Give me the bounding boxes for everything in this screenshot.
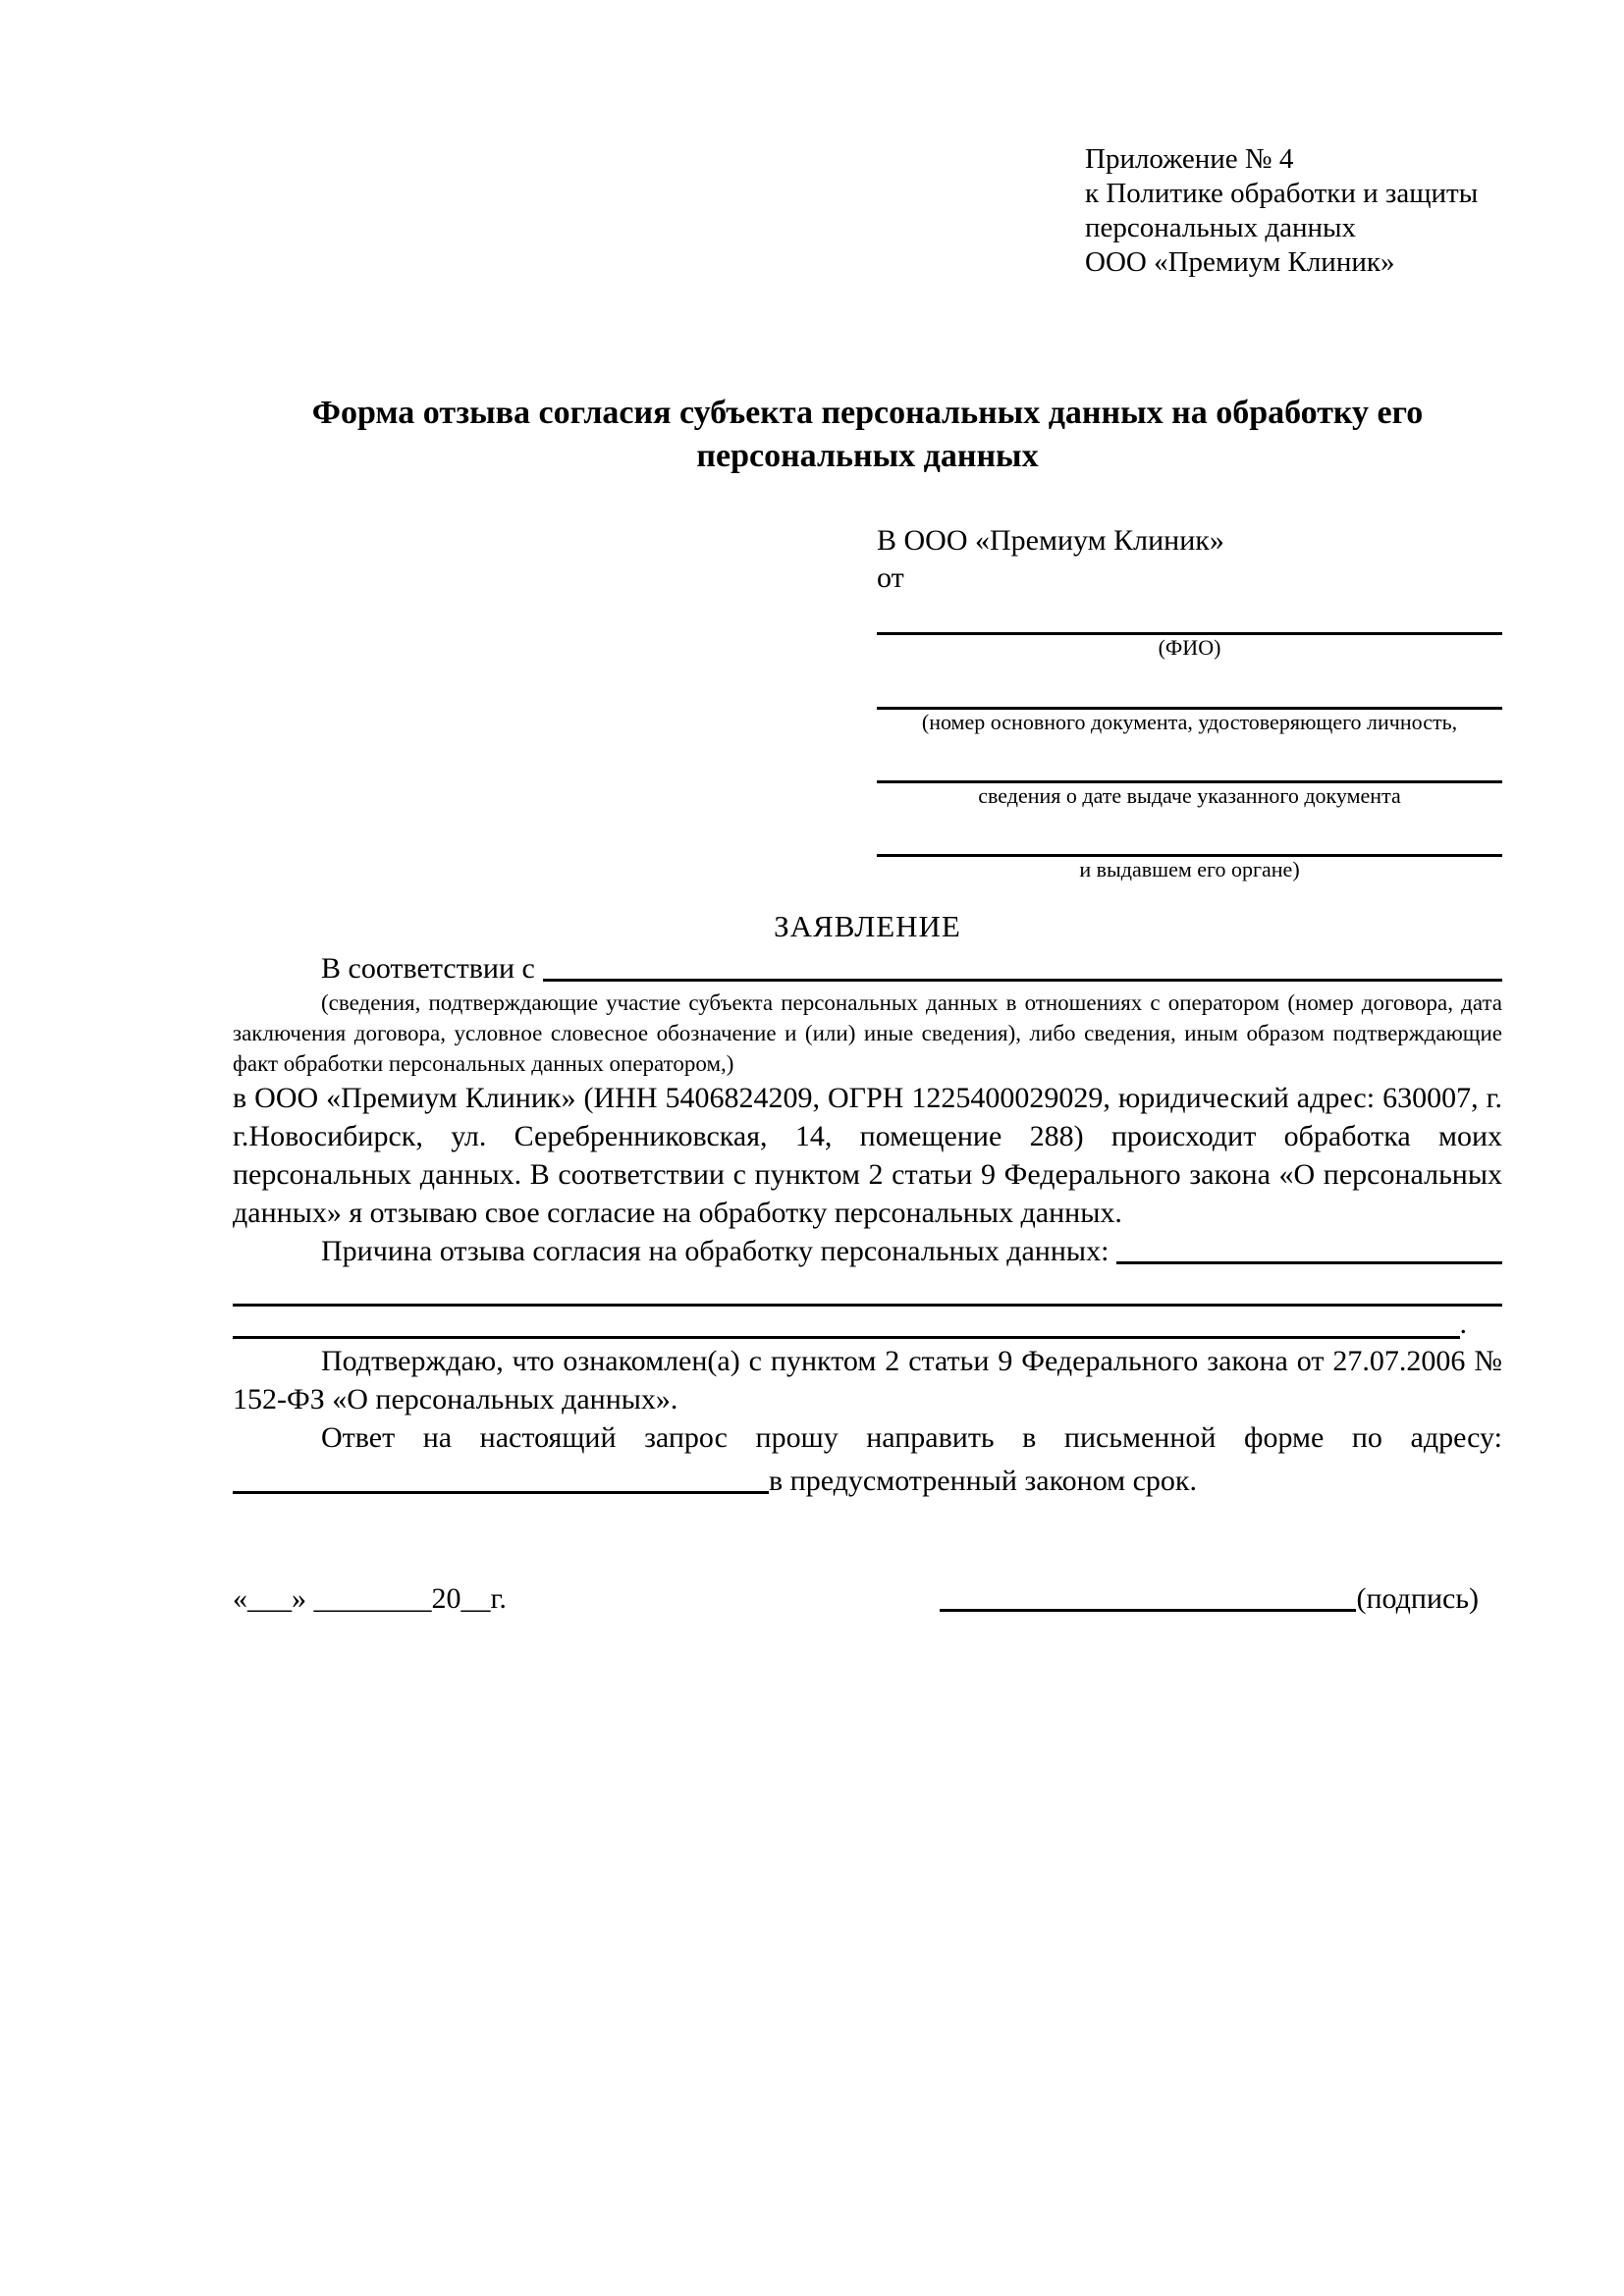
reason-blank-line-3 <box>233 1307 1502 1339</box>
appendix-line: ООО «Премиум Клиник» <box>1085 246 1395 278</box>
fio-caption: (ФИО) <box>1158 635 1221 660</box>
date-signature-row <box>233 1579 1502 1618</box>
appendix-line: Приложение № 4 <box>1085 143 1294 175</box>
reason-row <box>233 1232 1502 1270</box>
doc-issuer-caption: и выдавшем его органе) <box>1079 857 1300 881</box>
date-blank[interactable]: «___» ________20__г. <box>233 1582 507 1615</box>
signature-area <box>940 1579 1479 1618</box>
basis-label: В соответствии с <box>321 952 535 985</box>
doc-issuer-field <box>877 809 1502 882</box>
doc-number-caption: (номер основного документа, удостоверяющего личность, <box>921 710 1458 734</box>
doc-number-field <box>877 661 1502 735</box>
doc-issue-date-field <box>877 735 1502 809</box>
addressee-block <box>877 522 1502 882</box>
statement-body: в ООО «Премиум Клиник» (ИНН 5406824209, ОГРН 1225400029029, юридический адрес: 630007, г. г.Новосибирск, ул. Серебренниковская, 14, помещение 288) происходит обработка моих персональных данных. В соответствии с пунктом 2 статьи 9 Федерального закона «О персональных данных» я отзываю свое согласие на обработку персональных данных. <box>233 1082 1502 1229</box>
basis-blank-line[interactable] <box>543 949 1502 982</box>
reason-blank-line-2[interactable] <box>233 1270 1502 1307</box>
doc-issue-date-caption: сведения о дате выдаче указанного документа <box>978 783 1401 808</box>
reply-address-row <box>233 1457 1502 1506</box>
reason-blank-line[interactable] <box>1116 1232 1502 1264</box>
appendix-line: к Политике обработки и защиты <box>1085 178 1479 209</box>
reason-period: . <box>1459 1308 1467 1340</box>
addressee-from-label: от <box>877 561 904 594</box>
addressee-to: В ООО «Премиум Клиник» <box>877 524 1224 557</box>
doc-issuer-blank-line[interactable] <box>877 809 1502 857</box>
fio-field <box>877 597 1502 661</box>
basis-note: (сведения, подтверждающие участие субъекта персональных данных в отношениях с оператором (номер договора, дата заключения договора, условное словесное обозначение и (или) иные сведения), либо сведения, иным образом подтверждающие факт обработки персональных данных оператором,) <box>233 990 1502 1076</box>
reply-address-blank-line[interactable] <box>233 1491 769 1494</box>
appendix-line: персональных данных <box>1085 212 1357 243</box>
reply-tail-text: в предусмотренный законом срок. <box>769 1465 1197 1497</box>
basis-row <box>233 949 1502 988</box>
reason-blank-line-3-rule[interactable] <box>233 1304 1460 1339</box>
statement-heading: ЗАЯВЛЕНИЕ <box>774 909 961 943</box>
reply-request-line: Ответ на настоящий запрос прошу направить в письменной форме по адресу: <box>321 1421 1502 1454</box>
doc-number-blank-line[interactable] <box>877 661 1502 710</box>
doc-issue-date-blank-line[interactable] <box>877 735 1502 783</box>
signature-blank-line[interactable] <box>940 1609 1356 1612</box>
reason-label: Причина отзыва согласия на обработку персональных данных: <box>321 1235 1110 1267</box>
fio-blank-line[interactable] <box>877 597 1502 635</box>
appendix-block <box>1085 142 1502 280</box>
signature-caption: (подпись) <box>1356 1582 1479 1615</box>
confirmation-paragraph: Подтверждаю, что ознакомлен(а) с пунктом 2 статьи 9 Федерального закона от 27.07.2006 № 152-ФЗ «О персональных данных». <box>233 1345 1502 1415</box>
document-title: Форма отзыва согласия субъекта персональных данных на обработку его персональных данных <box>311 395 1424 474</box>
